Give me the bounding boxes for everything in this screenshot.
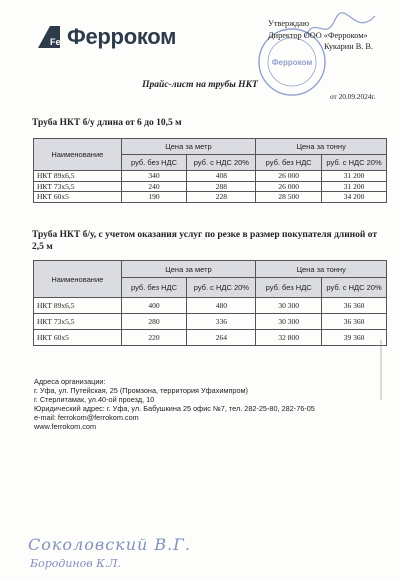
cell: 190 <box>121 192 187 203</box>
address-line: Юридический адрес: г. Уфа, ул. Бабушкина 25 офис №7, тел. 282-25-80, 282-76-05 <box>34 404 315 413</box>
cell: 32 800 <box>256 330 322 346</box>
company-logo <box>36 24 176 50</box>
cell: 26 000 <box>256 171 322 182</box>
cell: 34 200 <box>322 192 387 203</box>
row-name: НКТ 60х5 <box>34 330 122 346</box>
price-table-2 <box>33 260 387 346</box>
sub-header: руб. с НДС 20% <box>322 155 387 171</box>
svg-text:Ферроком: Ферроком <box>271 58 313 67</box>
sub-header: руб. без НДС <box>256 155 322 171</box>
cell: 31 200 <box>322 181 387 192</box>
column-header-name: Наименование <box>34 139 122 171</box>
signature-2: Бородинов К.Л. <box>30 557 121 570</box>
table-row <box>34 192 387 203</box>
row-name: НКТ 73х5,5 <box>34 314 122 330</box>
fe-logo-icon <box>36 24 62 50</box>
email-line: e-mail: ferrokom@ferrokom.com <box>34 413 139 422</box>
sub-header: руб. с НДС 20% <box>322 278 387 298</box>
cell: 30 300 <box>256 314 322 330</box>
price-table-1 <box>33 138 387 203</box>
column-group-per-ton: Цена за тонну <box>256 261 387 278</box>
row-name: НКТ 89х6,5 <box>34 171 122 182</box>
document-title: Прайс-лист на трубы НКТ <box>142 80 258 90</box>
cell: 280 <box>121 314 187 330</box>
column-header-name: Наименование <box>34 261 122 298</box>
sub-header: руб. без НДС <box>121 155 187 171</box>
address-line: г. Стерлитамак, ул.40-ой проезд, 10 <box>34 395 155 404</box>
cell: 400 <box>121 298 187 314</box>
cell: 264 <box>187 330 256 346</box>
table-row <box>34 298 387 314</box>
signature-1: Соколовский В.Г. <box>28 535 191 554</box>
cell: 26 000 <box>256 181 322 192</box>
document-date: от 20.09.2024г. <box>330 92 376 101</box>
cell: 31 200 <box>322 171 387 182</box>
approve-line: Кукарин В. В. <box>324 42 374 51</box>
section-title: Труба НКТ б/у, с учетом оказания услуг по резке в размер покупателя длиной от 2,5 м <box>32 230 378 252</box>
sub-header: руб. без НДС <box>121 278 187 298</box>
cell: 228 <box>187 192 256 203</box>
column-group-per-ton: Цена за тонну <box>256 139 387 155</box>
address-line: г. Уфа, ул. Путейская, 25 (Промзона, территория Уфахимпром) <box>34 386 248 395</box>
address-block <box>34 377 315 431</box>
cell: 39 360 <box>322 330 387 346</box>
scan-edge-mark <box>380 340 382 400</box>
cell: 480 <box>187 298 256 314</box>
sub-header: руб. с НДС 20% <box>187 278 256 298</box>
column-group-per-meter: Цена за метр <box>121 139 256 155</box>
sub-header: руб. с НДС 20% <box>187 155 256 171</box>
cell: 336 <box>187 314 256 330</box>
cell: 408 <box>187 171 256 182</box>
sub-header: руб. без НДС <box>256 278 322 298</box>
approve-line: Директор ООО «Ферроком» <box>268 30 368 40</box>
row-name: НКТ 89х6,5 <box>34 298 122 314</box>
approve-line: Утверждаю <box>268 19 310 28</box>
table-row <box>34 330 387 346</box>
cell: 28 500 <box>256 192 322 203</box>
row-name: НКТ 73х5,5 <box>34 181 122 192</box>
svg-text:Fe: Fe <box>50 37 61 47</box>
table-row <box>34 171 387 182</box>
section-title: Труба НКТ б/у длина от 6 до 10,5 м <box>32 118 182 128</box>
cell: 240 <box>121 181 187 192</box>
address-line: Адреса организации: <box>34 377 106 386</box>
logo-text: Ферроком <box>67 24 177 49</box>
column-group-per-meter: Цена за метр <box>121 261 256 278</box>
cell: 340 <box>121 171 187 182</box>
approval-block <box>268 18 388 53</box>
cell: 288 <box>187 181 256 192</box>
table-row <box>34 181 387 192</box>
cell: 220 <box>121 330 187 346</box>
cell: 36 360 <box>322 314 387 330</box>
cell: 36 360 <box>322 298 387 314</box>
row-name: НКТ 60х5 <box>34 192 122 203</box>
website-line: www.ferrokom.com <box>34 422 97 431</box>
cell: 30 300 <box>256 298 322 314</box>
table-row <box>34 314 387 330</box>
